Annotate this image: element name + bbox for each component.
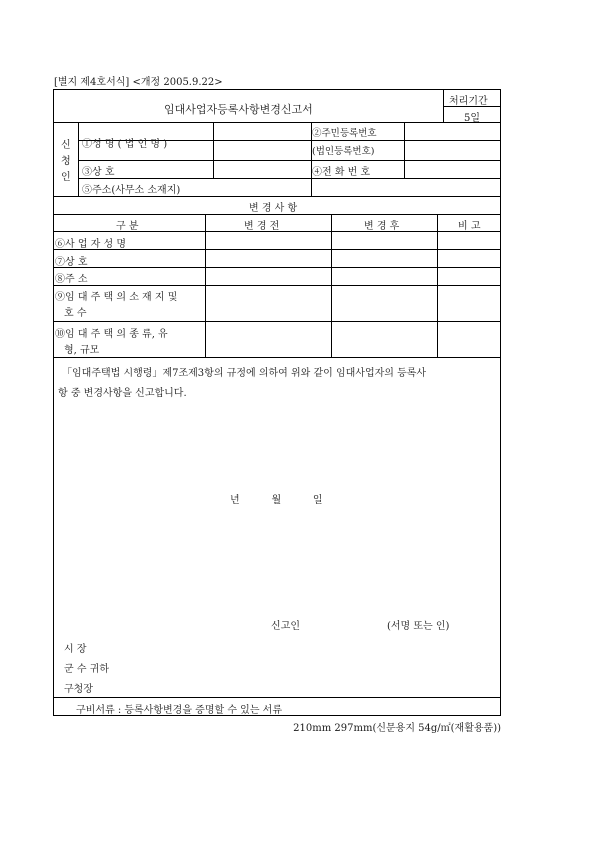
name-label: ①성 명 ( 법 인 명 ) xyxy=(82,139,168,150)
paper-spec-footer: 210mm 297mm(신문용지 54g/㎡(재활용품)) xyxy=(293,723,501,734)
row-label-housing-type-2: 형, 규모 xyxy=(64,345,100,356)
divider xyxy=(78,160,500,161)
divider xyxy=(331,214,332,357)
divider xyxy=(54,321,500,322)
addressee-district: 구청장 xyxy=(64,684,93,695)
applicant-label-1: 신 xyxy=(61,140,71,151)
declaration-line-2: 항 중 변경사항을 신고합니다. xyxy=(58,388,187,399)
declaration-line-1: 「임대주택법 시행령」제7조제3항의 규정에 의하여 위와 같이 임대사업자의 등록사 xyxy=(62,368,427,379)
address-label: ⑤주소(사무소 소재지) xyxy=(82,185,181,196)
divider xyxy=(54,122,500,123)
divider xyxy=(213,122,214,178)
changes-section-title: 변 경 사 항 xyxy=(249,203,298,214)
phone-label: ④전 화 번 호 xyxy=(312,167,371,178)
addressee-county: 군 수 귀하 xyxy=(64,664,109,675)
report-form xyxy=(53,89,501,716)
row-label-business-name: ⑦상 호 xyxy=(55,257,88,268)
applicant-label-3: 인 xyxy=(61,172,71,183)
column-remarks: 비 고 xyxy=(458,221,481,232)
row-label-address: ⑧주 소 xyxy=(55,274,88,285)
row-label-housing-location-1: ⑨임 대 주 택 의 소 재 지 및 xyxy=(55,292,178,303)
divider xyxy=(78,122,79,196)
divider xyxy=(54,357,500,358)
divider xyxy=(404,122,405,178)
required-documents: 구비서류 : 등록사항변경을 증명할 수 있는 서류 xyxy=(76,705,282,716)
divider xyxy=(443,90,444,122)
row-label-housing-type-1: ⑩임 대 주 택 의 종 류, 유 xyxy=(55,329,168,340)
divider xyxy=(78,178,500,179)
column-after: 변 경 후 xyxy=(364,221,400,232)
divider xyxy=(311,178,312,196)
divider xyxy=(54,214,500,215)
corporate-number-label: (법인등록번호) xyxy=(312,146,375,157)
divider xyxy=(54,697,500,698)
divider xyxy=(54,285,500,286)
addressee-mayor: 시 장 xyxy=(64,644,87,655)
row-label-housing-location-2: 호 수 xyxy=(64,308,87,319)
column-before: 변 경 전 xyxy=(244,221,280,232)
processing-period-value: 5일 xyxy=(464,113,481,124)
divider xyxy=(437,214,438,357)
divider xyxy=(54,196,500,197)
column-category: 구 분 xyxy=(116,221,139,232)
declaration-date: 년 월 일 xyxy=(230,495,323,506)
divider xyxy=(54,267,500,268)
business-name-label: ③상 호 xyxy=(82,167,115,178)
form-number-label: [별지 제4호서식] <개정 2005.9.22> xyxy=(54,77,223,88)
divider xyxy=(205,214,206,357)
resident-number-label: ②주민등록번호 xyxy=(312,128,377,139)
row-label-operator-name: ⑥사 업 자 성 명 xyxy=(55,239,127,250)
declarant-label: 신고인 xyxy=(271,621,300,632)
form-title: 임대사업자등록사항변경신고서 xyxy=(164,103,313,116)
processing-period-label: 처리기간 xyxy=(449,96,488,107)
applicant-label-2: 청 xyxy=(61,156,71,167)
signature-label: (서명 또는 인) xyxy=(387,621,450,632)
